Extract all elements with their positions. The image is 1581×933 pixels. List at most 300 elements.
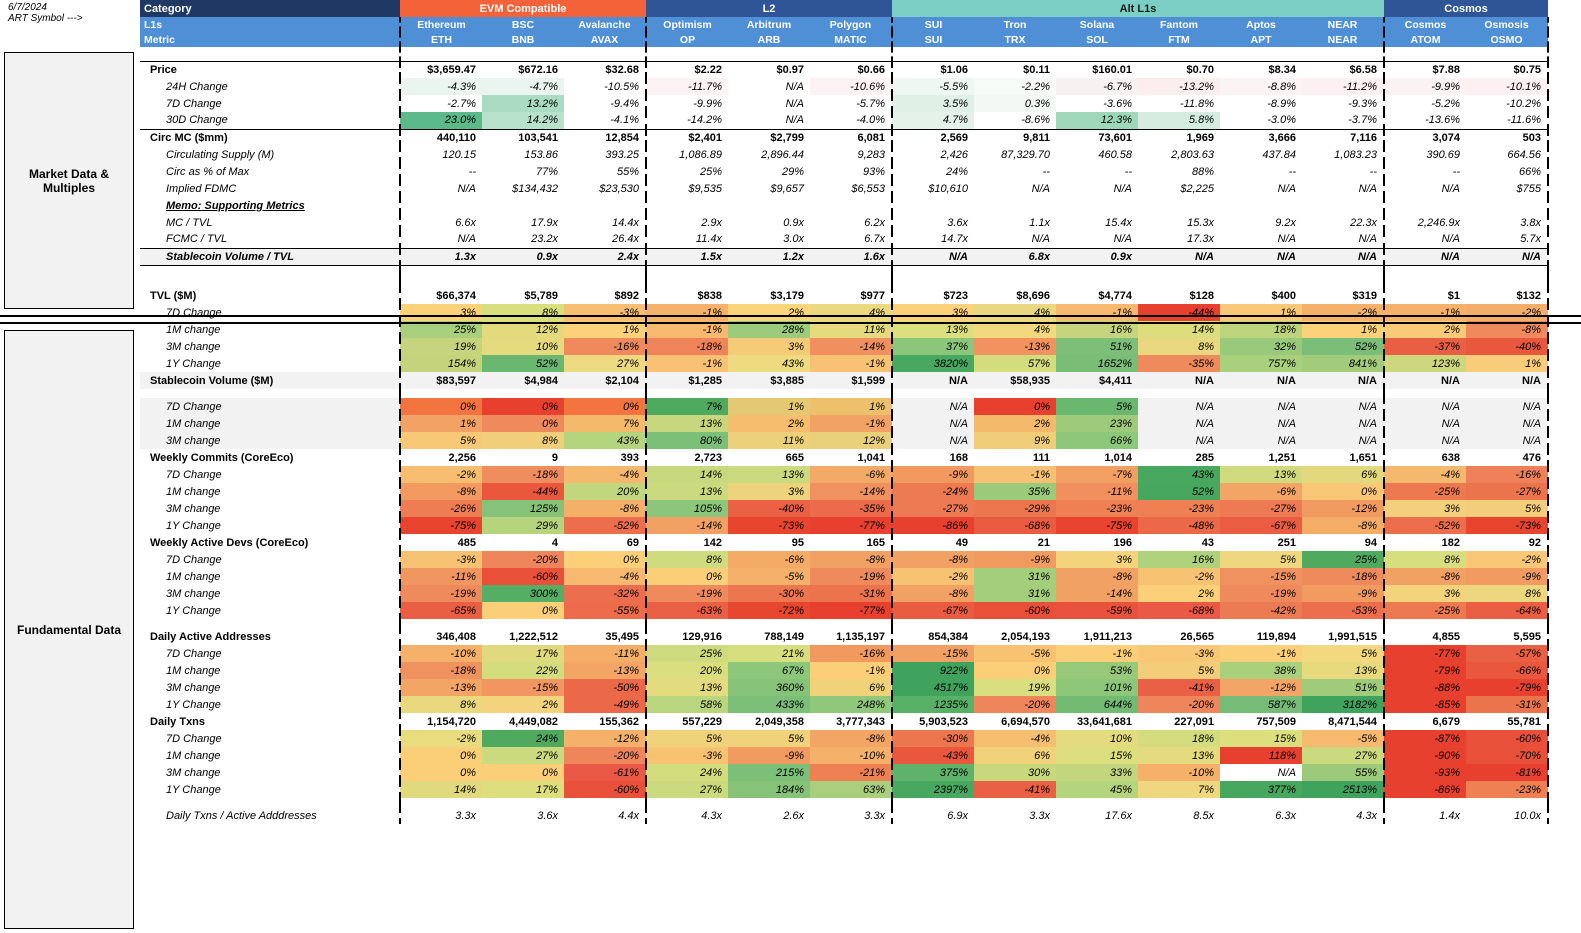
cell: 58%: [646, 696, 728, 713]
cell: 1,135,197: [810, 628, 892, 645]
cell: 0%: [564, 398, 646, 415]
cell: -20%: [564, 747, 646, 764]
cell: 5%: [400, 432, 482, 449]
cell: 15.4x: [1105, 216, 1132, 229]
cell: 6%: [810, 679, 892, 696]
cell: -3%: [1138, 645, 1220, 662]
cell: 52%: [1138, 483, 1220, 500]
cell: 11%: [728, 432, 810, 449]
cell: 0%: [974, 662, 1056, 679]
cell: 10%: [1056, 730, 1138, 747]
cell: 17.9x: [531, 216, 558, 229]
cell: 15.3x: [1187, 216, 1214, 229]
cell: 757,509: [1256, 715, 1296, 728]
cell: -13%: [400, 679, 482, 696]
cell: 6.9x: [892, 807, 974, 824]
cell: -18%: [400, 662, 482, 679]
cell: -60%: [564, 781, 646, 798]
cell: 25%: [400, 321, 482, 338]
cell: 5,903,523: [892, 713, 974, 730]
cell: -15%: [1220, 568, 1302, 585]
cell: 3%: [1384, 500, 1466, 517]
cell: $400: [1271, 289, 1296, 302]
row-label: 3M change: [166, 681, 221, 694]
chain-ticker-10: APT: [1220, 32, 1302, 47]
group-header-0: EVM Compatible: [400, 0, 646, 17]
cell: 13.2%: [482, 95, 564, 112]
cell: -1%: [646, 321, 728, 338]
cell: -3%: [400, 551, 482, 568]
table-row: [140, 517, 1548, 534]
cell: 0.9x: [1056, 248, 1138, 265]
cell: -11%: [1056, 483, 1138, 500]
chain-ticker-5: MATIC: [810, 32, 892, 47]
cell: 2%: [1384, 321, 1466, 338]
cell: 346,408: [400, 628, 482, 645]
cell: -6%: [1220, 483, 1302, 500]
cell: 0%: [400, 398, 482, 415]
cell: -2%: [1466, 304, 1548, 321]
cell: $66,374: [400, 287, 482, 304]
cell: -1%: [1056, 645, 1138, 662]
cell: 1,651: [1302, 449, 1384, 466]
cell: N/A: [1195, 374, 1214, 387]
chain-name-6: SUI: [892, 17, 974, 32]
cell: N/A: [1384, 372, 1466, 389]
cell: 2,426: [892, 146, 974, 163]
cell: 93%: [810, 163, 892, 180]
cell: 154%: [400, 355, 482, 372]
cell: -9.9%: [646, 95, 728, 112]
cell: 1,251: [1268, 451, 1296, 464]
cell: 67%: [728, 662, 810, 679]
cell: -27%: [1466, 483, 1548, 500]
cell: 196: [1113, 536, 1132, 549]
chain-ticker-8: SOL: [1056, 32, 1138, 47]
cell: -16%: [564, 338, 646, 355]
cell: 20%: [564, 483, 646, 500]
cell: 664.56: [1466, 146, 1548, 163]
cell: 1%: [728, 398, 810, 415]
cell: 3.6x: [892, 214, 974, 231]
table-row: [140, 568, 1548, 585]
cell: 1%: [1220, 304, 1302, 321]
cell: 2,049,358: [755, 715, 804, 728]
cell: -10%: [810, 747, 892, 764]
cell: N/A: [1277, 374, 1296, 387]
cell: 45%: [1056, 781, 1138, 798]
chain-name-0: Ethereum: [400, 17, 482, 32]
cell: 5.8%: [1138, 112, 1220, 129]
cell: $0.97: [728, 61, 810, 78]
cell: $0.66: [810, 61, 892, 78]
cell: 55,781: [1466, 713, 1548, 730]
cell: 4.3x: [646, 807, 728, 824]
cell: 0%: [974, 398, 1056, 415]
chain-name-13: Osmosis: [1466, 17, 1548, 32]
cell: $32.68: [564, 61, 646, 78]
cell: 11%: [810, 321, 892, 338]
cell: 4: [551, 536, 558, 549]
cell: 0%: [400, 764, 482, 781]
cell: N/A: [1384, 415, 1466, 432]
cell: 8.5x: [1193, 809, 1214, 822]
cell: 6%: [1302, 466, 1384, 483]
cell: N/A: [1384, 180, 1466, 197]
cell: 13%: [892, 321, 974, 338]
cell: $134,432: [512, 182, 558, 195]
cell: -15%: [482, 679, 564, 696]
cell: 142: [646, 534, 728, 551]
cell: -11%: [564, 645, 646, 662]
spacer-row: [140, 798, 1548, 807]
cell: 10.0x: [1466, 807, 1548, 824]
cell: 2%: [728, 304, 810, 321]
cell: 88%: [1191, 165, 1214, 178]
cell: 73,601: [1056, 129, 1138, 146]
cell: 6%: [974, 747, 1056, 764]
cell: 30%: [974, 764, 1056, 781]
cell: $7.88: [1384, 61, 1466, 78]
cell: $0.75: [1466, 61, 1548, 78]
cell: 8%: [1138, 338, 1220, 355]
cell: 13%: [728, 466, 810, 483]
cell: 3%: [1384, 585, 1466, 602]
cell: 155,362: [564, 713, 646, 730]
cell: 2.9x: [646, 214, 728, 231]
cell: N/A: [400, 231, 482, 248]
cell: -19%: [400, 585, 482, 602]
cell: -65%: [400, 602, 482, 619]
cell: -79%: [1466, 679, 1548, 696]
chain-name-11: NEAR: [1302, 17, 1384, 32]
cell: 24%: [646, 764, 728, 781]
cell: -9%: [892, 466, 974, 483]
cell: -18%: [1302, 568, 1384, 585]
cell: 2,723: [646, 449, 728, 466]
cell: 17%: [482, 781, 564, 798]
cell: 28%: [728, 321, 810, 338]
cell: 4,855: [1384, 628, 1466, 645]
table-row: [140, 287, 1548, 304]
row-label: 3M change: [166, 587, 221, 600]
cell: $1: [1384, 287, 1466, 304]
cell: -93%: [1384, 764, 1466, 781]
cell: -66%: [1466, 662, 1548, 679]
row-label: Circulating Supply (M): [166, 148, 275, 161]
cell: -5.2%: [1384, 95, 1466, 112]
table-row: [140, 146, 1548, 163]
cell: 1,154,720: [400, 713, 482, 730]
cell: 21: [1037, 536, 1050, 549]
cell: 13%: [646, 415, 728, 432]
cell: [810, 197, 892, 214]
cell: 1,014: [1104, 451, 1132, 464]
row-label: Memo: Supporting Metrics: [166, 199, 305, 212]
cell: 4517%: [892, 679, 974, 696]
cell: -59%: [1056, 602, 1138, 619]
cell: 3.5%: [892, 95, 974, 112]
cell: 27%: [482, 747, 564, 764]
cell: 757%: [1220, 355, 1302, 372]
cell: $723: [892, 287, 974, 304]
table-row: [140, 585, 1548, 602]
cell: 87,329.70: [1001, 148, 1050, 161]
cell: 19%: [400, 338, 482, 355]
cell: 2513%: [1302, 781, 1384, 798]
cell: -8%: [892, 551, 974, 568]
cell: 9,283: [810, 146, 892, 163]
cell: -1%: [810, 415, 892, 432]
cell: 5%: [728, 730, 810, 747]
cell: 6,081: [810, 129, 892, 146]
date-label: 6/7/2024: [8, 2, 47, 13]
cell: $4,984: [524, 374, 558, 387]
cell: 101%: [1056, 679, 1138, 696]
cell: 31%: [974, 568, 1056, 585]
cell: 27%: [564, 355, 646, 372]
cell: -14%: [810, 483, 892, 500]
cell: 69: [564, 534, 646, 551]
cell: $0.11: [974, 61, 1056, 78]
cell: N/A: [1384, 432, 1466, 449]
cell: [728, 197, 810, 214]
table-row: [140, 248, 1548, 265]
cell: 26,565: [1180, 630, 1214, 643]
cell: -20%: [974, 696, 1056, 713]
cell: N/A: [1277, 766, 1296, 779]
table-row: [140, 449, 1548, 466]
cell: 3,777,343: [810, 713, 892, 730]
row-label: 1M change: [166, 570, 221, 583]
cell: 6.6x: [400, 214, 482, 231]
row-label: FCMC / TVL: [166, 233, 228, 246]
cell: N/A: [1113, 182, 1132, 195]
cell: -16%: [1466, 466, 1548, 483]
cell: -3.7%: [1302, 112, 1384, 129]
cell: 17%: [482, 645, 564, 662]
cell: 4.3x: [1302, 807, 1384, 824]
cell: 2%: [974, 415, 1056, 432]
cell: 1%: [1466, 355, 1548, 372]
cell: 25%: [1302, 551, 1384, 568]
cell: -79%: [1384, 662, 1466, 679]
cell: $128: [1189, 289, 1214, 302]
spacer-row: [140, 619, 1548, 628]
cell: N/A: [1031, 233, 1050, 246]
cell: -8%: [810, 551, 892, 568]
chain-name-1: BSC: [482, 17, 564, 32]
cell: -2%: [400, 466, 482, 483]
cell: 22%: [482, 662, 564, 679]
cell: -35%: [1138, 355, 1220, 372]
cell: -12%: [1302, 500, 1384, 517]
cell: -70%: [1466, 747, 1548, 764]
cell: 3820%: [892, 355, 974, 372]
cell: 3.8x: [1466, 214, 1548, 231]
row-label: MC / TVL: [166, 216, 213, 229]
cell: -4%: [974, 730, 1056, 747]
cell: 18%: [1138, 730, 1220, 747]
row-label: 30D Change: [166, 114, 228, 127]
row-label: 7D Change: [166, 647, 222, 660]
cell: -4%: [564, 568, 646, 585]
cell: 25%: [646, 163, 728, 180]
cell: 3%: [892, 304, 974, 321]
cell: 1%: [564, 321, 646, 338]
cell: 37%: [892, 338, 974, 355]
row-label: 7D Change: [166, 97, 222, 110]
cell: -5%: [1302, 730, 1384, 747]
row-label: TVL ($M): [150, 289, 197, 302]
header-tickers-row: [140, 32, 1548, 47]
cell: 43%: [564, 432, 646, 449]
cell: 55%: [564, 163, 646, 180]
cell: -4.1%: [564, 112, 646, 129]
chain-ticker-6: SUI: [892, 32, 974, 47]
side-label-market: Market Data & Multiples: [4, 52, 134, 309]
cell: -88%: [1384, 679, 1466, 696]
cell: 4%: [810, 304, 892, 321]
cell: -60%: [974, 602, 1056, 619]
cell: -2%: [1466, 551, 1548, 568]
cell: [564, 197, 646, 214]
cell: N/A: [892, 415, 974, 432]
cell: -13%: [564, 662, 646, 679]
cell: -8%: [892, 585, 974, 602]
cell: -23%: [1138, 500, 1220, 517]
cell: 0.9x: [482, 248, 564, 265]
cell: 9: [551, 451, 558, 464]
cell: -10.2%: [1466, 95, 1548, 112]
cell: $2,225: [1180, 182, 1214, 195]
row-label: 3M change: [166, 766, 221, 779]
cell: 6.2x: [810, 214, 892, 231]
cell: -5%: [974, 645, 1056, 662]
chain-name-5: Polygon: [810, 17, 892, 32]
cell: 14%: [400, 781, 482, 798]
cell: 51%: [1056, 338, 1138, 355]
cell: 13%: [646, 679, 728, 696]
chain-ticker-12: ATOM: [1384, 32, 1466, 47]
cell: -55%: [564, 602, 646, 619]
section-divider: [0, 315, 1581, 317]
cell: 0%: [482, 602, 564, 619]
cell: 433%: [728, 696, 810, 713]
cell: 52%: [1302, 338, 1384, 355]
cell: N/A: [1302, 432, 1384, 449]
table-row: [140, 372, 1548, 389]
cell: 18%: [1220, 321, 1302, 338]
row-label: 1M change: [166, 323, 221, 336]
cell: 638: [1384, 449, 1466, 466]
cell: -8%: [1056, 568, 1138, 585]
row-label: 1M change: [166, 485, 221, 498]
row-label: 1M change: [166, 664, 221, 677]
row-label: 1M change: [166, 749, 221, 762]
row-label: Weekly Commits (CoreEco): [150, 451, 294, 464]
chain-name-8: Solana: [1056, 17, 1138, 32]
cell: 0%: [646, 568, 728, 585]
cell: 52%: [482, 355, 564, 372]
cell: 1,086.89: [646, 146, 728, 163]
cell: 6.8x: [974, 248, 1056, 265]
cell: $132: [1466, 287, 1548, 304]
chain-ticker-1: BNB: [482, 32, 564, 47]
row-label: 3M change: [166, 340, 221, 353]
table-row: [140, 432, 1548, 449]
cell: --: [1288, 165, 1296, 178]
cell: -3.6%: [1103, 97, 1132, 110]
cell: $319: [1302, 287, 1384, 304]
cell: 1%: [1302, 321, 1384, 338]
cell: 35,495: [564, 628, 646, 645]
cell: -1%: [1220, 645, 1302, 662]
cell: -4%: [564, 466, 646, 483]
cell: 1.3x: [400, 248, 482, 265]
cell: 215%: [728, 764, 810, 781]
cell: [1056, 197, 1138, 214]
cell: -11%: [400, 568, 482, 585]
group-header-3: Cosmos: [1384, 0, 1548, 17]
cell: -72%: [728, 602, 810, 619]
cell: 14%: [646, 466, 728, 483]
row-label: 7D Change: [166, 732, 222, 745]
cell: 6,694,570: [1001, 715, 1050, 728]
cell: 3%: [1056, 551, 1138, 568]
cell: 27%: [646, 781, 728, 798]
cell: 4%: [974, 321, 1056, 338]
cell: N/A: [785, 80, 804, 93]
cell: 8%: [482, 304, 564, 321]
cell: 29%: [781, 165, 804, 178]
cell: 5%: [646, 730, 728, 747]
cell: 9%: [974, 432, 1056, 449]
chain-name-10: Aptos: [1220, 17, 1302, 32]
cell: N/A: [785, 114, 804, 127]
cell: $1,599: [810, 372, 892, 389]
cell: 5%: [1466, 500, 1548, 517]
cell: N/A: [1277, 233, 1296, 246]
cell: 460.58: [1098, 148, 1132, 161]
cell: N/A: [1302, 398, 1384, 415]
cell: [646, 197, 728, 214]
cell: -15%: [892, 645, 974, 662]
cell: 2,803.63: [1171, 148, 1214, 161]
cell: -31%: [810, 585, 892, 602]
cell: 17.3x: [1187, 233, 1214, 246]
cell: N/A: [1302, 248, 1384, 265]
cell: N/A: [400, 180, 482, 197]
cell: -1%: [646, 355, 728, 372]
metrics-table: [140, 0, 1549, 824]
cell: [482, 197, 564, 214]
cell: 1,083.23: [1302, 146, 1384, 163]
cell: -86%: [1384, 781, 1466, 798]
cell: -27%: [1220, 500, 1302, 517]
table-row: [140, 602, 1548, 619]
cell: 375%: [892, 764, 974, 781]
cell: 1235%: [892, 696, 974, 713]
cell: -23%: [1466, 781, 1548, 798]
cell: 1652%: [1056, 355, 1138, 372]
cell: 11.4x: [646, 231, 728, 248]
cell: -75%: [1056, 517, 1138, 534]
cell: 3%: [728, 338, 810, 355]
cell: N/A: [1466, 415, 1548, 432]
cell: $2,799: [728, 129, 810, 146]
row-label: Stablecoin Volume / TVL: [140, 248, 400, 265]
